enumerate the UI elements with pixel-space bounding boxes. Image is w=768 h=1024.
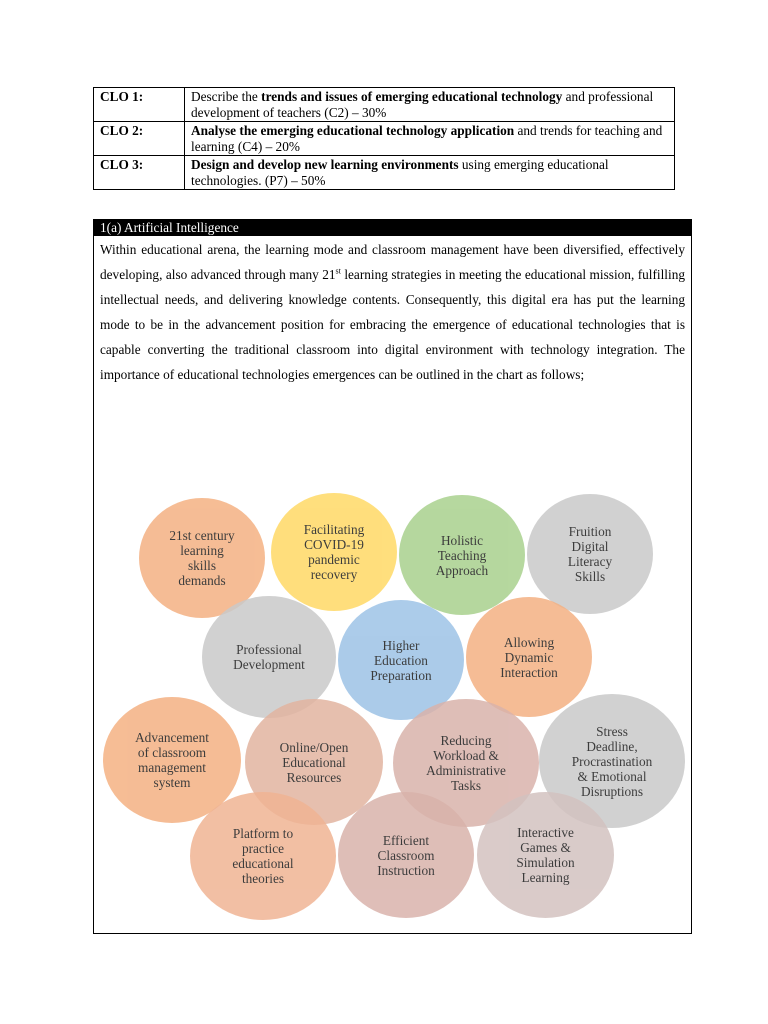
bubble-label: Facilitating COVID-19 pandemic recovery: [303, 522, 365, 582]
bubble-label: Stress Deadline, Procrastination & Emotional Disruptions: [571, 723, 653, 799]
bubble-label: Efficient Classroom Instruction: [377, 832, 435, 878]
bubble-label: 21st century learning skills demands: [169, 528, 235, 588]
clo-code: CLO 2:: [94, 122, 185, 156]
clo-table: [93, 87, 675, 190]
bubble-label: Online/Open Educational Resources: [279, 739, 349, 785]
bubble-b7: [466, 597, 592, 717]
clo-text: using emerging educational technologies. (P7) – 50%: [191, 157, 609, 188]
bubble-b13: [338, 792, 474, 918]
bubble-b3: [399, 495, 525, 615]
clo-row: [94, 88, 675, 122]
para-superscript: st: [335, 266, 341, 276]
bubble-b4: [527, 494, 653, 614]
clo-code: CLO 3:: [94, 156, 185, 190]
clo-text: Describe the: [191, 89, 262, 104]
bubble-label: Interactive Games & Simulation Learning: [516, 825, 575, 885]
bubble-label: Professional Development: [233, 642, 305, 672]
clo-code: CLO 1:: [94, 88, 185, 122]
bubble-label: Fruition Digital Literacy Skills: [567, 524, 613, 584]
clo-text: and professional development of teachers (C2) – 30%: [191, 89, 654, 120]
clo-description: [185, 156, 675, 190]
clo-bold-text: trends and issues of emerging educational technology: [261, 89, 563, 104]
bubble-b14: [477, 792, 614, 918]
section-title: 1(a) Artificial Intelligence: [94, 220, 691, 236]
bubble-label: Platform to practice educational theories: [232, 826, 294, 886]
bubble-b12: [190, 792, 336, 920]
clo-row: [94, 156, 675, 190]
clo-bold-text: Analyse the emerging educational technology application: [191, 123, 515, 138]
bubble-b2: [271, 493, 397, 611]
clo-description: [185, 122, 675, 156]
clo-description: [185, 88, 675, 122]
clo-bold-text: Design and develop new learning environments: [191, 157, 459, 172]
intro-paragraph: [100, 237, 685, 387]
bubble-label: Allowing Dynamic Interaction: [500, 634, 558, 680]
bubble-label: Holistic Teaching Approach: [435, 532, 489, 578]
bubble-label: Higher Education Preparation: [370, 637, 432, 683]
para-part-2: learning strategies in meeting the educational mission, fulfilling intellectual needs, and delivering knowledge contents. Consequently, this digital era has put the learning mode to be in the advancement position for embracing the emergence of educational technologies that is capable converting the traditional classroom into digital environment with technology integration. The importance of educational technologies emergences can be outlined in the chart as follows;: [100, 267, 685, 382]
bubble-label: Advancement of classroom management system: [135, 730, 209, 790]
clo-row: [94, 122, 675, 156]
para-part-1: Within educational arena, the learning mode and classroom management have been diversified, effectively developing, also advanced through many 21: [100, 242, 685, 282]
clo-text: and trends for teaching and learning (C4) – 20%: [191, 123, 663, 154]
bubble-label: Reducing Workload & Administrative Tasks: [426, 733, 506, 793]
